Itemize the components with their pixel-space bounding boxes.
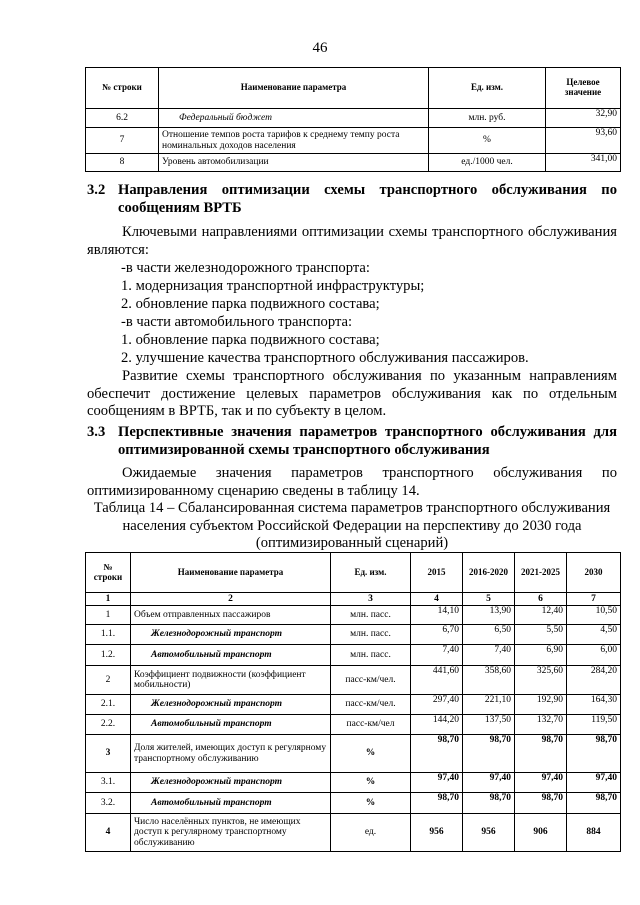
table-row [86,645,621,666]
cell-name: Автомобильный транспорт [131,645,331,666]
cell-name: Автомобильный транспорт [131,793,331,814]
cell-value: 341,00 [546,154,621,172]
cell-value: 884 [567,814,621,852]
cell-value: 192,90 [515,695,567,715]
cell-value: 93,60 [546,128,621,154]
cell-unit: млн. пасс. [331,606,411,625]
cell-value: 14,10 [411,606,463,625]
cell-no: 2 [86,666,131,695]
cell-no: 8 [86,154,159,172]
cell-value: 358,60 [463,666,515,695]
table-row [86,666,621,695]
cell-value: 98,70 [567,735,621,773]
cell-name: Отношение темпов роста тарифов к среднему темпу роста номинальных доходов населения [159,128,429,154]
cell-value: 6,70 [411,625,463,645]
cell-no: 6.2 [86,109,159,128]
cell-name: Железнодорожный транспорт [131,773,331,793]
cell-name: Уровень автомобилизации [159,154,429,172]
col-header: Ед. изм. [331,553,411,593]
col-header: Ед. изм. [429,68,546,109]
cell-value: 7,40 [463,645,515,666]
table-header-row [86,68,621,109]
cell-value: 5,50 [515,625,567,645]
cell-value: 6,90 [515,645,567,666]
col-header: № строки [86,68,159,109]
cell-unit: пасс-км/чел. [331,666,411,695]
cell-name: Федеральный бюджет [159,109,429,128]
cell-name: Железнодорожный транспорт [131,695,331,715]
col-header: Целевое значение [546,68,621,109]
cell-value: 144,20 [411,715,463,735]
cell-value: 97,40 [463,773,515,793]
cell-name: Число населённых пунктов, не имеющих доступ к регулярному транспортному обслуживанию [131,814,331,852]
table-header-row [86,553,621,593]
col-number: 3 [331,593,411,606]
list-item: -в части железнодорожного транспорта: [121,260,370,276]
paragraph: Ожидаемые значения параметров транспортного обслуживания по оптимизированному сценарию сведены в таблицу 14. [87,465,617,499]
col-number: 1 [86,593,131,606]
col-header: Наименование параметра [159,68,429,109]
section-title: Направления оптимизации схемы транспортного обслуживания по сообщениям ВРТБ [118,182,617,216]
cell-unit: ед./1000 чел. [429,154,546,172]
col-header: № строки [86,553,131,593]
cell-value: 12,40 [515,606,567,625]
cell-value: 956 [411,814,463,852]
paragraph: Ключевыми направлениями оптимизации схемы транспортного обслуживания являются: [87,224,617,258]
table-row [86,793,621,814]
table-row [86,715,621,735]
cell-value: 97,40 [515,773,567,793]
table-row [86,735,621,773]
cell-value: 164,30 [567,695,621,715]
cell-value: 98,70 [463,793,515,814]
cell-value: 221,10 [463,695,515,715]
section-heading [87,424,617,459]
cell-unit: % [331,793,411,814]
cell-value: 98,70 [567,793,621,814]
cell-unit: % [429,128,546,154]
section-heading [87,182,617,217]
section-number: 3.2 [87,182,106,198]
table-row [86,606,621,625]
paragraph: Развитие схемы транспортного обслуживания по указанным направлениям обеспечит достижение целевых параметров обслуживания как по отдельным сообщениям в ВРТБ, так и по субъекту в целом. [87,368,617,420]
list-item: 2. обновление парка подвижного состава; [121,296,380,312]
col-number: 4 [411,593,463,606]
cell-no: 4 [86,814,131,852]
cell-value: 98,70 [463,735,515,773]
cell-value: 297,40 [411,695,463,715]
col-number: 7 [567,593,621,606]
cell-unit: пасс-км/чел [331,715,411,735]
table-row [86,109,621,128]
table-row [86,625,621,645]
cell-value: 98,70 [515,793,567,814]
cell-unit: % [331,773,411,793]
cell-name: Объем отправленных пассажиров [131,606,331,625]
cell-unit: млн. пасс. [331,625,411,645]
cell-name: Железнодорожный транспорт [131,625,331,645]
cell-value: 119,50 [567,715,621,735]
table-14 [85,552,621,852]
col-number: 5 [463,593,515,606]
cell-name: Доля жителей, имеющих доступ к регулярному транспортному обслуживанию [131,735,331,773]
table-caption: Таблица 14 – Сбалансированная система параметров транспортного обслуживания населения субъектом Российской Федерации на перспективу до 2030 года (оптимизированный сценарий) [93,500,611,552]
column-number-row [86,593,621,606]
table-row [86,128,621,154]
table-row [86,814,621,852]
cell-value: 284,20 [567,666,621,695]
cell-value: 10,50 [567,606,621,625]
cell-value: 97,40 [567,773,621,793]
cell-no: 1.2. [86,645,131,666]
cell-no: 3 [86,735,131,773]
cell-no: 3.1. [86,773,131,793]
table-row [86,773,621,793]
col-header: 2021-2025 [515,553,567,593]
cell-value: 97,40 [411,773,463,793]
cell-value: 7,40 [411,645,463,666]
list-item: 1. модернизация транспортной инфраструктуры; [121,278,425,294]
table-row [86,695,621,715]
cell-no: 7 [86,128,159,154]
cell-value: 32,90 [546,109,621,128]
cell-unit: % [331,735,411,773]
cell-no: 2.1. [86,695,131,715]
cell-no: 3.2. [86,793,131,814]
list-item: -в части автомобильного транспорта: [121,314,353,330]
cell-value: 4,50 [567,625,621,645]
cell-value: 137,50 [463,715,515,735]
cell-value: 6,00 [567,645,621,666]
cell-unit: ед. [331,814,411,852]
list-item: 1. обновление парка подвижного состава; [121,332,380,348]
cell-value: 98,70 [411,735,463,773]
col-number: 6 [515,593,567,606]
cell-value: 325,60 [515,666,567,695]
table-row [86,154,621,172]
col-number: 2 [131,593,331,606]
cell-value: 906 [515,814,567,852]
section-title: Перспективные значения параметров транспортного обслуживания для оптимизированной схемы транспортного обслуживания [118,424,617,458]
cell-value: 98,70 [515,735,567,773]
cell-value: 98,70 [411,793,463,814]
col-header: 2015 [411,553,463,593]
cell-value: 13,90 [463,606,515,625]
cell-no: 1.1. [86,625,131,645]
cell-value: 6,50 [463,625,515,645]
list-item: 2. улучшение качества транспортного обслуживания пассажиров. [121,350,529,366]
targets-table [85,67,621,172]
section-number: 3.3 [87,424,106,440]
col-header: 2016-2020 [463,553,515,593]
col-header: 2030 [567,553,621,593]
cell-unit: млн. руб. [429,109,546,128]
cell-unit: пасс-км/чел. [331,695,411,715]
cell-no: 2.2. [86,715,131,735]
cell-name: Автомобильный транспорт [131,715,331,735]
cell-value: 956 [463,814,515,852]
cell-value: 132,70 [515,715,567,735]
cell-name: Коэффициент подвижности (коэффициент мобильности) [131,666,331,695]
cell-no: 1 [86,606,131,625]
page-number: 46 [312,40,328,56]
col-header: Наименование параметра [131,553,331,593]
cell-value: 441,60 [411,666,463,695]
cell-unit: млн. пасс. [331,645,411,666]
